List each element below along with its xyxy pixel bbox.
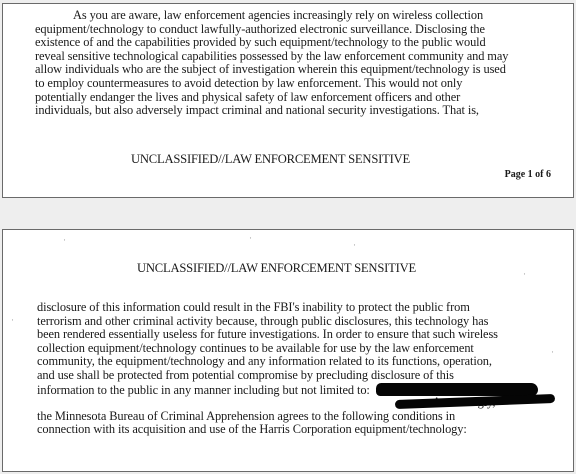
page-number: Page 1 of 6 bbox=[504, 169, 551, 180]
scan-speck: · bbox=[523, 269, 526, 279]
text-line: and use shall be protected from potential compromise by precluding disclosure of this bbox=[37, 367, 454, 382]
text-line: potentially endanger the lives and physical safety of law enforcement officers and other bbox=[35, 89, 461, 104]
scan-speck: · bbox=[249, 233, 252, 243]
text-line: disclosure of this information could result in the FBI's inability to protect the public from bbox=[37, 300, 470, 314]
text-line: individuals, but also adversely impact criminal and national security investigations. That is, bbox=[35, 103, 479, 118]
classification-marking: UNCLASSIFIED//LAW ENFORCEMENT SENSITIVE bbox=[131, 152, 410, 166]
redaction-block bbox=[376, 383, 538, 396]
text-line: allow individuals who are the subject of investigation wherein this equipment/technology is used bbox=[35, 62, 506, 77]
text-line: to employ countermeasures to avoid detection by law enforcement. This would not only bbox=[35, 75, 463, 90]
text-line: connection with its acquisition and use of the Harris Corporation equipment/technology: bbox=[37, 422, 467, 437]
text-line bbox=[37, 383, 539, 397]
text-line: been rendered essentially useless for future investigations. In order to ensure that such wireless bbox=[37, 327, 498, 342]
text-line: existence of and the capabilities provided by such equipment/technology to the public would bbox=[35, 35, 486, 50]
text-line: reveal sensitive technological capabilities possessed by the law enforcement community and may bbox=[35, 48, 509, 63]
scan-speck: · bbox=[551, 347, 554, 357]
text-line: the Minnesota Bureau of Criminal Apprehension agrees to the following conditions in bbox=[37, 408, 456, 423]
page-2-paragraph bbox=[37, 301, 539, 437]
page-1-paragraph bbox=[35, 9, 508, 118]
text-line: terrorism and other criminal activity because, through public disclosures, this technology has bbox=[37, 313, 489, 328]
scan-speck: · bbox=[11, 315, 14, 325]
text-line: collection equipment/technology continues to be available for use by the law enforcement bbox=[37, 340, 474, 355]
document-page-1 bbox=[2, 3, 574, 198]
scan-speck: · bbox=[353, 240, 356, 250]
document-page-2 bbox=[2, 229, 574, 472]
text-line: community, the equipment/technology and any information related to its functions, operation, bbox=[37, 354, 492, 369]
redacted-line-text: information to the public in any manner including but not limited to: bbox=[37, 382, 370, 397]
text-line: As you are aware, law enforcement agencies increasingly rely on wireless collection bbox=[73, 8, 484, 22]
classification-marking: UNCLASSIFIED//LAW ENFORCEMENT SENSITIVE bbox=[137, 261, 416, 275]
text-line: equipment/technology to conduct lawfully-authorized electronic surveillance. Disclosing the bbox=[35, 21, 485, 36]
scan-speck: · bbox=[63, 235, 66, 245]
